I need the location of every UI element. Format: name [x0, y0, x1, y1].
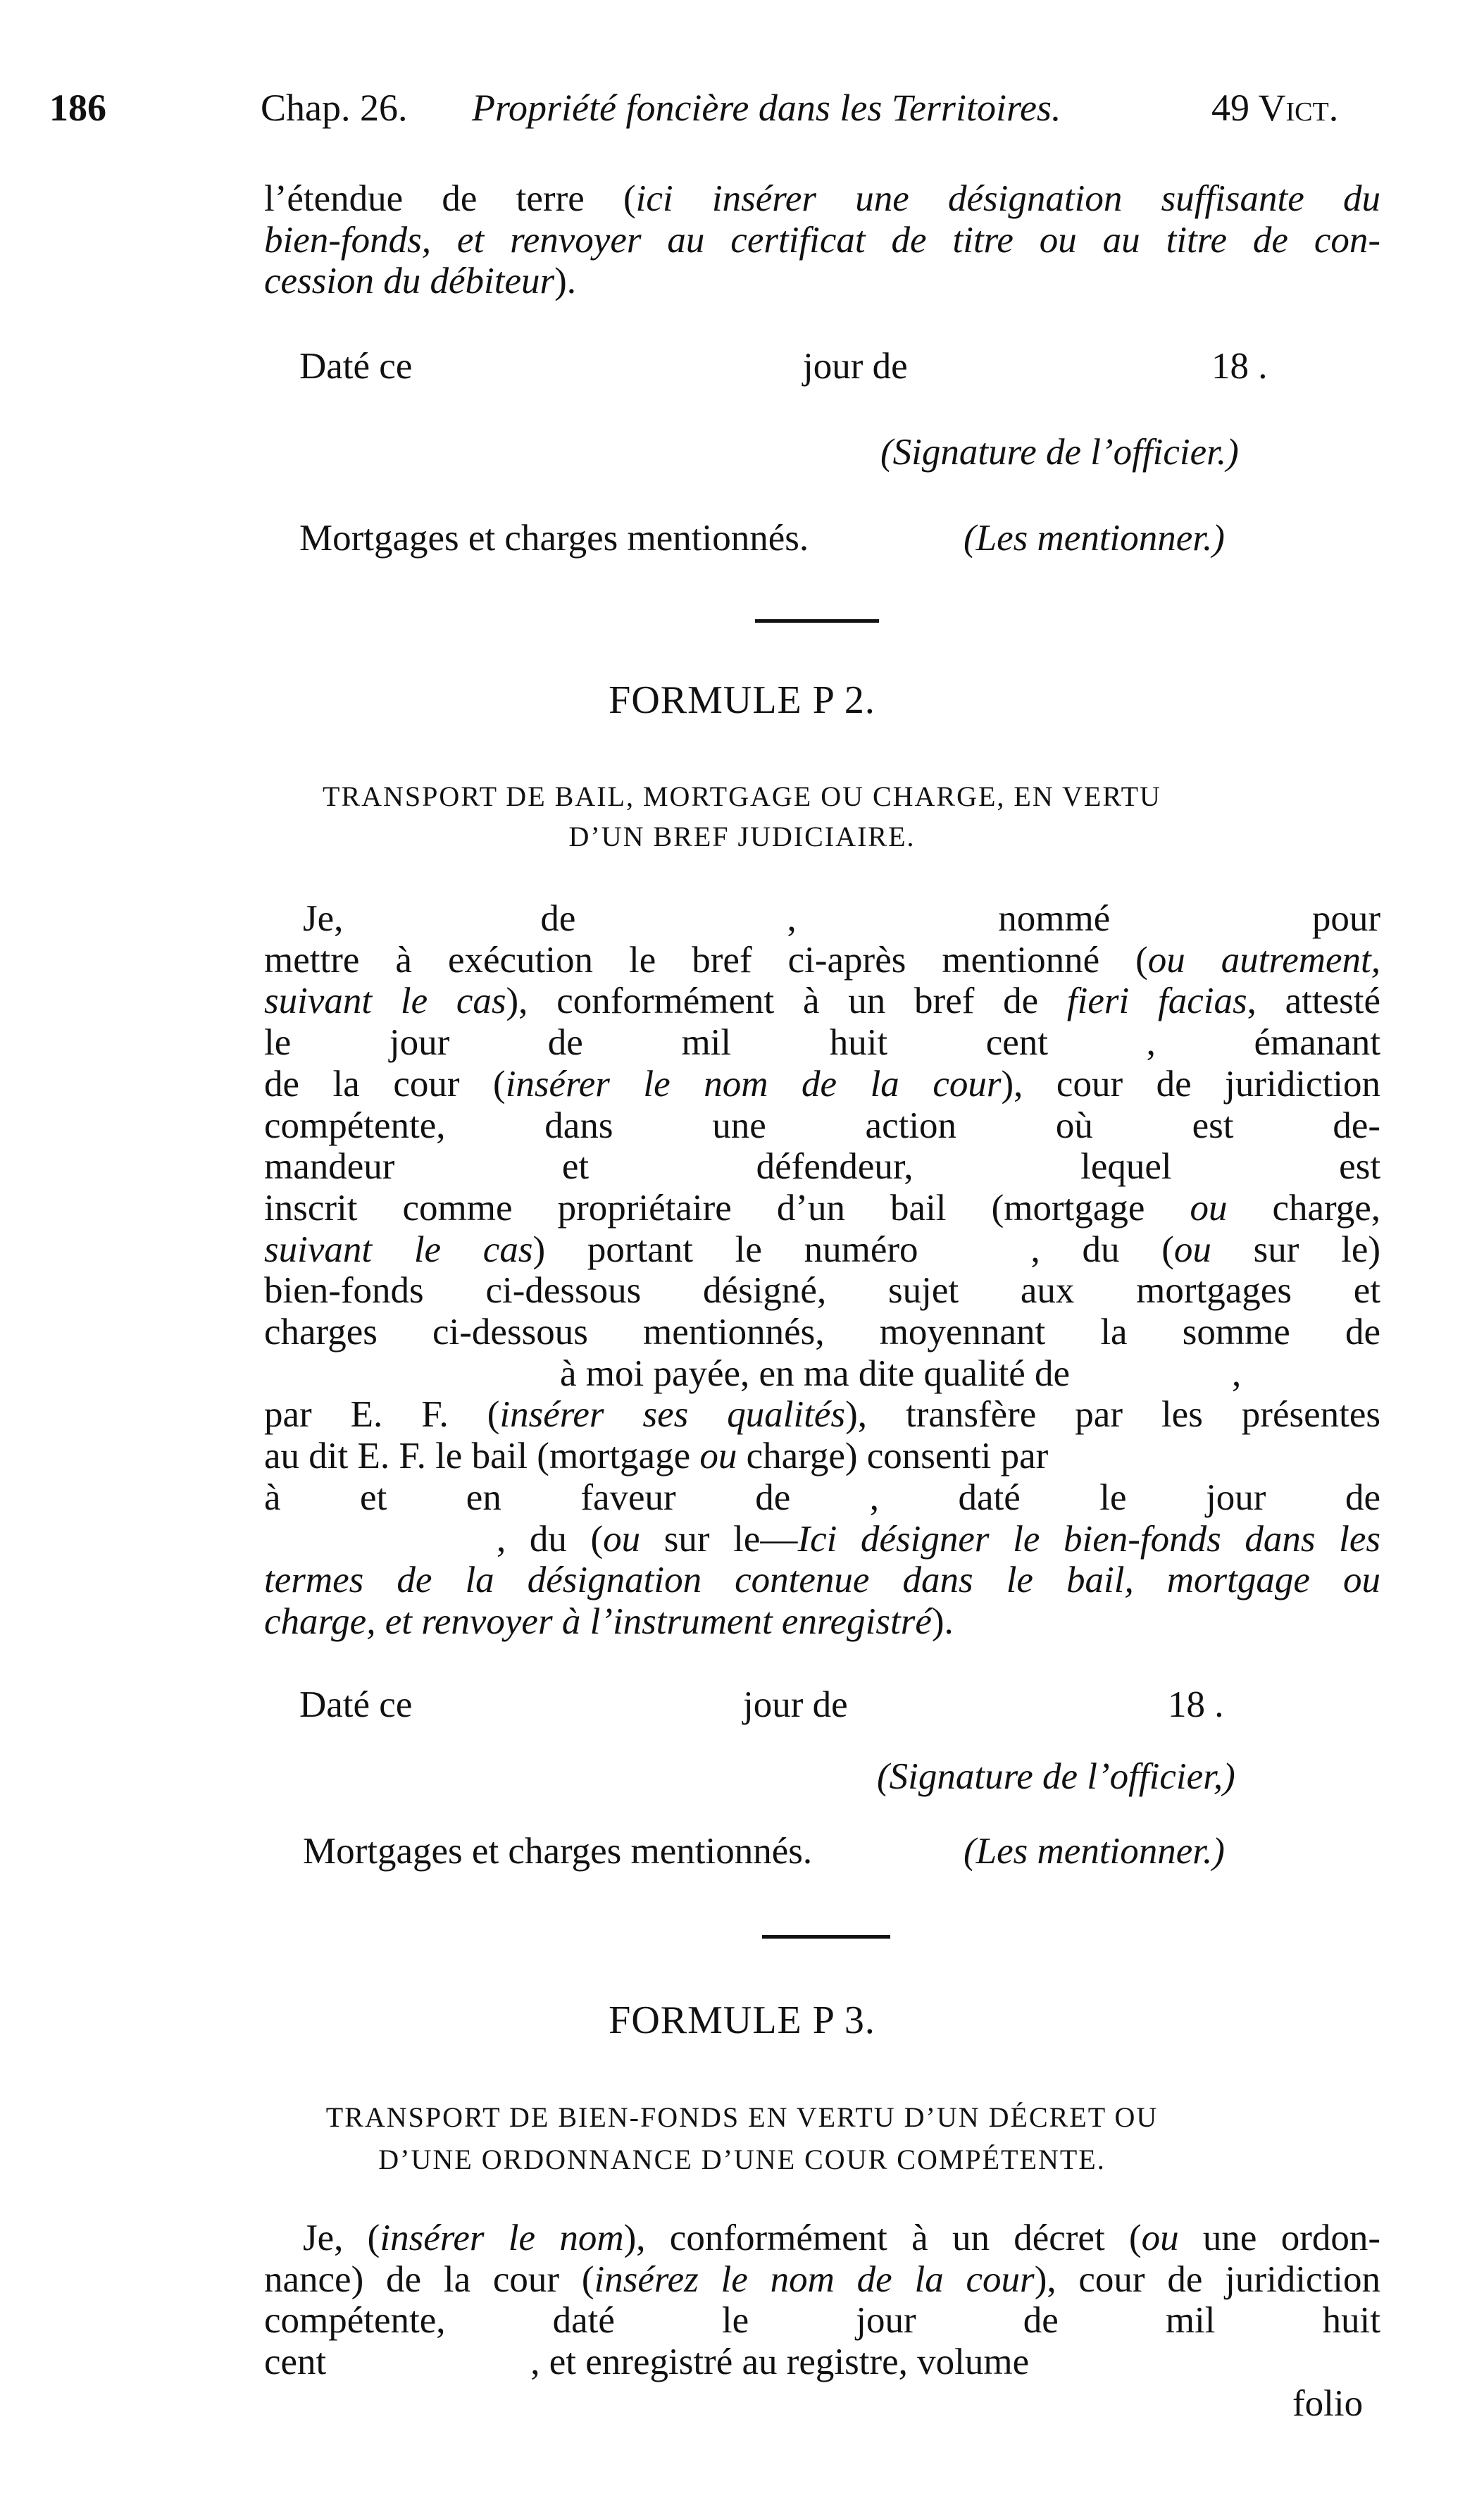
text-run: est de- [1192, 1105, 1380, 1146]
text-run: ou [1141, 2218, 1179, 2258]
date-label: Daté ce [299, 1684, 413, 1725]
text-run: , attesté [1247, 981, 1380, 1022]
text-run: où [1055, 1105, 1093, 1146]
text-run: folio [1292, 2382, 1364, 2424]
text-run: , nommé pour [787, 898, 1380, 939]
text-run: , du ( [497, 1518, 604, 1560]
text-run: insérer le nom de la cour [505, 1063, 1002, 1105]
text-run: mil huit [1165, 2300, 1381, 2342]
text-line [264, 1146, 1380, 1188]
section-divider [755, 619, 879, 623]
form-p3-subtitle: TRANSPORT DE BIEN-FONDS EN VERTU D’UN DÉCRET OU [325, 2101, 1159, 2133]
text-run: une ordon- [1178, 2218, 1380, 2258]
text-run: fieri facias [1066, 981, 1247, 1022]
year-label: 18 . [1168, 1684, 1224, 1725]
text-run: ou autrement, [1147, 939, 1380, 981]
text-run: à moi payée, en ma dite qualité de [560, 1353, 1071, 1394]
text-line [264, 1353, 1380, 1395]
day-label: jour de [743, 1684, 848, 1725]
text-line [264, 261, 1380, 302]
text-run: , et enregistré au registre, volume [530, 2342, 1030, 2383]
text-run: ), conformément à un bref de [506, 981, 1067, 1022]
text-run: Je, ( [303, 2218, 380, 2258]
officer-signature: (Signature de l’officier,) [877, 1756, 1235, 1797]
text-run: , émanant [1146, 1022, 1380, 1064]
text-run: de [540, 898, 576, 939]
text-line [264, 1477, 1380, 1519]
text-line [264, 220, 1380, 261]
text-run: jour de [389, 1022, 583, 1064]
intro-italic: bien-fonds, et renvoyer au certificat de titre ou au titre de con- [264, 219, 1380, 261]
text-line [264, 1560, 1380, 1601]
charges-note: (Les mentionner.) [964, 1831, 1225, 1872]
text-run: à et en faveur de [264, 1476, 791, 1518]
text-line [264, 2218, 1380, 2259]
year-label: 18 . [1211, 346, 1268, 387]
text-run: ou [699, 1436, 737, 1477]
text-run: bien-fonds ci-dessous désigné, sujet aux mortgages et [264, 1270, 1380, 1312]
text-line [264, 1601, 1380, 1643]
date-label: Daté ce [299, 346, 413, 387]
text-line [264, 1312, 1380, 1353]
intro-paragraph [264, 178, 1380, 302]
form-p3-title: FORMULE P 3. [609, 1998, 875, 2042]
text-line [264, 2259, 1380, 2301]
text-line [264, 1270, 1380, 1312]
text-line [264, 1105, 1380, 1147]
text-run: charge, et renvoyer à l’instrument enregistré [264, 1600, 932, 1642]
intro-text: l’étendue de terre ( [264, 178, 636, 219]
text-run: , daté le [869, 1476, 1127, 1518]
text-run: sur le) [1211, 1229, 1381, 1270]
section-divider [762, 1935, 890, 1939]
form-p2-body [264, 898, 1380, 1643]
text-run: jour de [856, 2300, 1059, 2342]
text-run: compétente, daté le [264, 2300, 749, 2342]
text-line [264, 1022, 1380, 1064]
text-run: ), conformément à un décret ( [623, 2218, 1142, 2258]
text-run: charge) consenti par [737, 1436, 1049, 1477]
text-run: inscrit comme propriétaire d’un bail (mortgage [264, 1187, 1190, 1229]
text-run: charges ci-dessous mentionnés, moyennant la somme de [264, 1312, 1380, 1353]
text-run: , [1232, 1353, 1242, 1394]
text-run: au dit E. F. le bail (mortgage [264, 1436, 700, 1477]
text-run: ), transfère par les présentes [845, 1394, 1380, 1436]
intro-text: ). [554, 261, 577, 302]
text-run: défendeur, lequel [756, 1146, 1172, 1188]
text-run: mandeur et [264, 1146, 590, 1188]
text-run: ou [1173, 1229, 1211, 1270]
text-line [264, 940, 1380, 981]
text-run: ), cour de juridiction [1001, 1063, 1380, 1105]
text-run: mettre à exécution le bref ci-après mentionné ( [264, 939, 1148, 981]
text-run: termes de la désignation contenue dans le bail, mortgage ou [264, 1560, 1380, 1601]
text-line [264, 1064, 1380, 1105]
text-run: cent [264, 2342, 327, 2383]
text-run: insérer le nom [380, 2218, 624, 2258]
text-run: est [1339, 1146, 1381, 1188]
form-p2-subtitle: TRANSPORT DE BAIL, MORTGAGE OU CHARGE, EN VERTU [323, 781, 1161, 812]
text-run: insérer ses qualités [499, 1394, 846, 1436]
text-run: Ici désigner le bien-fonds dans les [797, 1518, 1380, 1560]
regnal-year: 49 Vict. [1211, 87, 1339, 129]
text-run: de la cour ( [264, 1063, 506, 1105]
text-run: ou [1190, 1187, 1228, 1229]
text-run: suivant le cas [264, 1229, 533, 1270]
charges-note: (Les mentionner.) [964, 518, 1225, 559]
text-run: mil huit cent [681, 1022, 1049, 1064]
page-number: 186 [49, 87, 106, 129]
text-run: sur le— [640, 1518, 798, 1560]
text-run: suivant le cas [264, 981, 506, 1022]
intro-italic: cession du débiteur [264, 261, 555, 302]
text-line [264, 1394, 1380, 1436]
form-p2-title: FORMULE P 2. [609, 678, 875, 722]
text-line [264, 1436, 1380, 1477]
running-title: Propriété foncière dans les Territoires. [472, 87, 1061, 129]
text-line [264, 2383, 1380, 2425]
officer-signature: (Signature de l’officier.) [880, 432, 1239, 473]
chapter-label: Chap. 26. [261, 87, 408, 129]
form-p3-body [264, 2218, 1380, 2425]
text-run: ). [931, 1600, 954, 1642]
text-run: ou [603, 1518, 641, 1560]
text-run: ), cour de juridiction [1034, 2258, 1380, 2300]
text-run: charge, [1227, 1187, 1381, 1229]
text-line [264, 1188, 1380, 1229]
text-line [264, 981, 1380, 1022]
form-p2-subtitle: D’UN BREF JUDICIAIRE. [568, 821, 916, 852]
text-line [264, 1519, 1380, 1560]
form-p3-subtitle: D’UNE ORDONNANCE D’UNE COUR COMPÉTENTE. [378, 2144, 1106, 2175]
intro-italic: ici insérer une désignation suffisante du [635, 178, 1381, 219]
text-line [264, 178, 1380, 220]
text-run: insérez le nom de la cour [594, 2258, 1035, 2300]
text-run: jour de [1206, 1476, 1380, 1518]
text-line [264, 1229, 1380, 1271]
text-run: ) portant le numéro [532, 1229, 918, 1270]
charges-label: Mortgages et charges mentionnés. [303, 1831, 813, 1872]
day-label: jour de [803, 346, 908, 387]
text-run: , du ( [1030, 1229, 1174, 1270]
text-run: compétente, dans une action [264, 1105, 957, 1146]
text-run: le [264, 1022, 292, 1064]
text-line [264, 2300, 1380, 2342]
text-line [264, 2342, 1380, 2383]
text-line [264, 898, 1380, 940]
text-run: par E. F. ( [264, 1394, 500, 1436]
text-run: Je, [303, 898, 344, 939]
text-run: nance) de la cour ( [264, 2258, 594, 2300]
charges-label: Mortgages et charges mentionnés. [299, 518, 809, 559]
